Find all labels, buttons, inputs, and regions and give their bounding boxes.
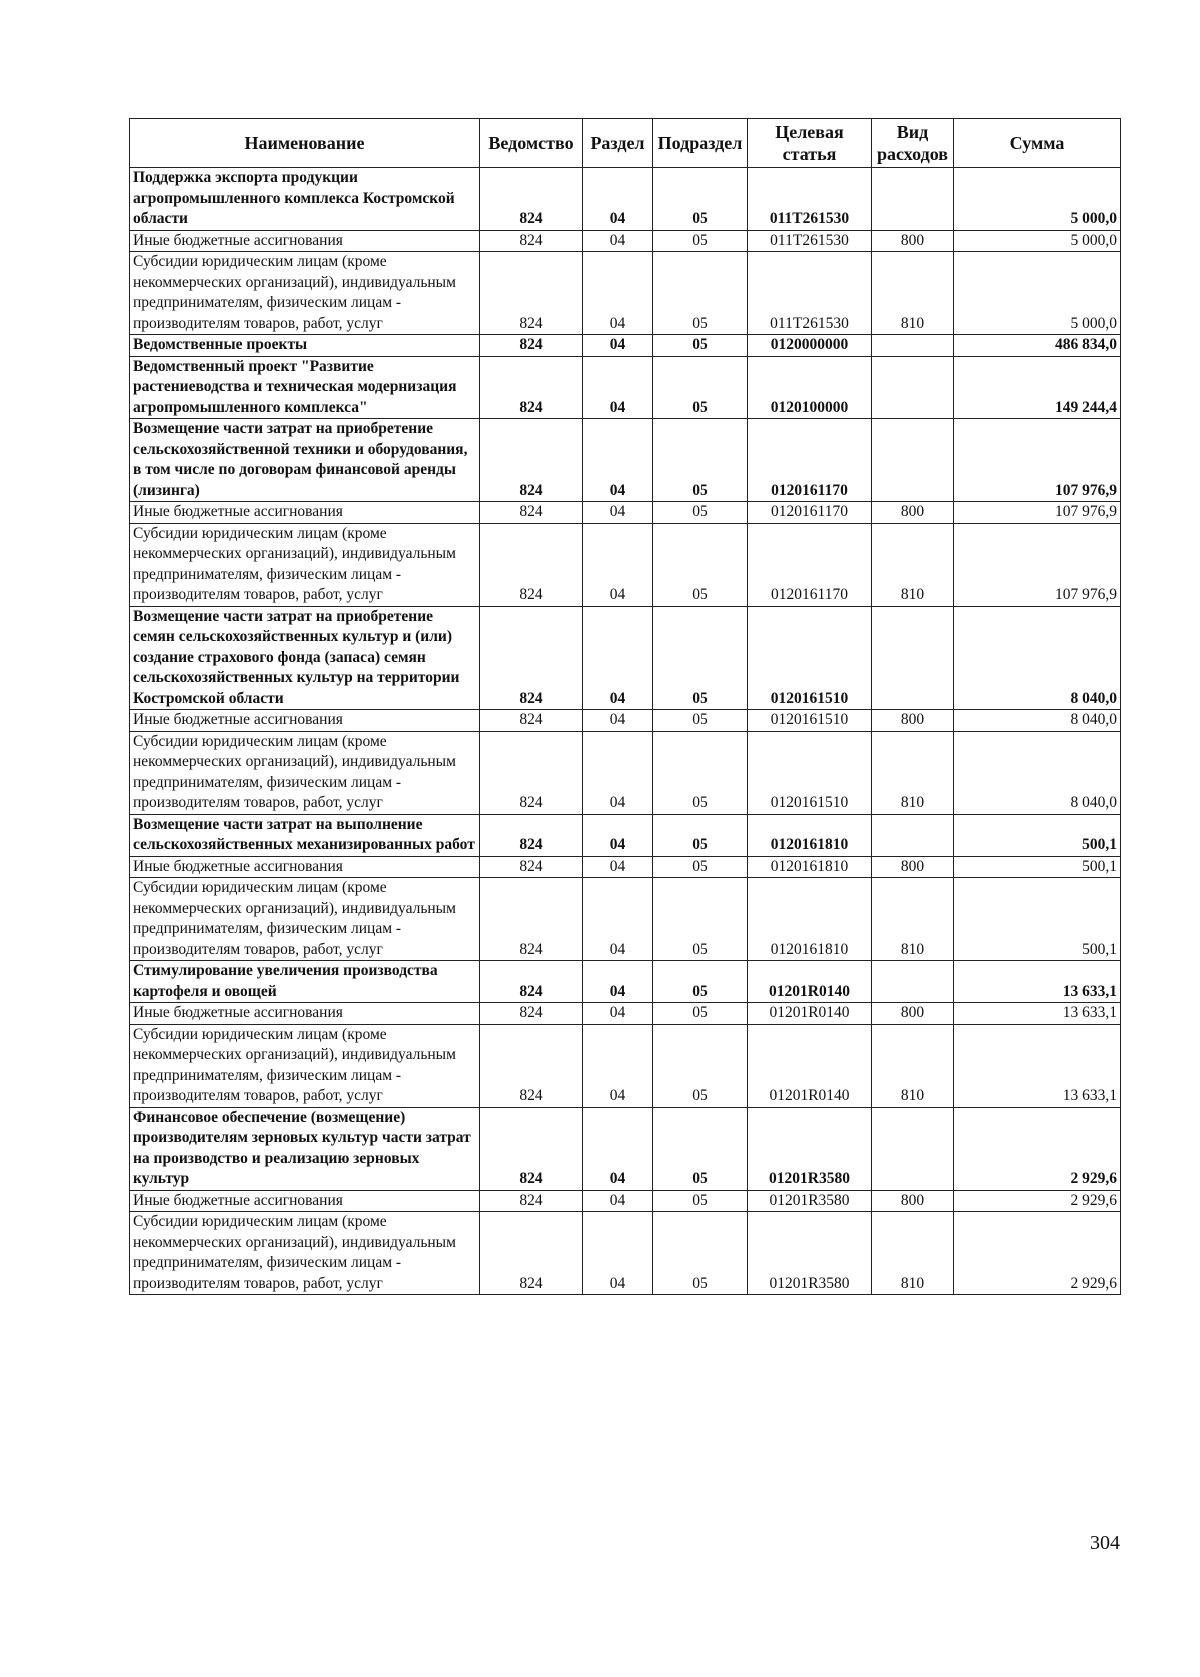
cell-expense-type bbox=[872, 814, 954, 856]
cell-podrazdel: 05 bbox=[653, 878, 748, 961]
cell-name: Возмещение части затрат на приобретение сельскохозяйственной техники и оборудования, в том числе по договорам финансовой аренды (лизинга) bbox=[130, 419, 480, 502]
cell-expense-type: 800 bbox=[872, 230, 954, 252]
table-row bbox=[130, 961, 1121, 1003]
cell-vedomstvo: 824 bbox=[480, 710, 583, 732]
table-row bbox=[130, 1024, 1121, 1107]
cell-name: Финансовое обеспечение (возмещение) производителям зерновых культур части затрат на производство и реализацию зерновых культур bbox=[130, 1107, 480, 1190]
cell-vedomstvo: 824 bbox=[480, 731, 583, 814]
cell-target-article: 0120000000 bbox=[748, 335, 872, 357]
cell-expense-type: 810 bbox=[872, 878, 954, 961]
cell-expense-type bbox=[872, 335, 954, 357]
cell-razdel: 04 bbox=[583, 356, 653, 419]
cell-sum: 13 633,1 bbox=[954, 961, 1121, 1003]
cell-vedomstvo: 824 bbox=[480, 252, 583, 335]
cell-sum: 149 244,4 bbox=[954, 356, 1121, 419]
cell-expense-type: 800 bbox=[872, 502, 954, 524]
cell-expense-type bbox=[872, 606, 954, 710]
cell-name: Иные бюджетные ассигнования bbox=[130, 856, 480, 878]
cell-target-article: 0120161810 bbox=[748, 878, 872, 961]
cell-sum: 500,1 bbox=[954, 814, 1121, 856]
cell-razdel: 04 bbox=[583, 523, 653, 606]
cell-razdel: 04 bbox=[583, 502, 653, 524]
table-row bbox=[130, 878, 1121, 961]
cell-target-article: 0120161510 bbox=[748, 606, 872, 710]
cell-razdel: 04 bbox=[583, 878, 653, 961]
page-number: 304 bbox=[1090, 1532, 1120, 1554]
budget-table bbox=[129, 118, 1121, 1295]
cell-target-article: 01201R3580 bbox=[748, 1107, 872, 1190]
table-row bbox=[130, 814, 1121, 856]
cell-podrazdel: 05 bbox=[653, 961, 748, 1003]
table-row bbox=[130, 523, 1121, 606]
cell-sum: 5 000,0 bbox=[954, 230, 1121, 252]
cell-razdel: 04 bbox=[583, 1212, 653, 1295]
cell-podrazdel: 05 bbox=[653, 523, 748, 606]
cell-vedomstvo: 824 bbox=[480, 502, 583, 524]
cell-vedomstvo: 824 bbox=[480, 523, 583, 606]
cell-sum: 107 976,9 bbox=[954, 523, 1121, 606]
cell-sum: 8 040,0 bbox=[954, 710, 1121, 732]
table-row bbox=[130, 356, 1121, 419]
cell-vedomstvo: 824 bbox=[480, 1024, 583, 1107]
cell-sum: 486 834,0 bbox=[954, 335, 1121, 357]
cell-target-article: 0120161170 bbox=[748, 419, 872, 502]
cell-podrazdel: 05 bbox=[653, 606, 748, 710]
cell-target-article: 0120161170 bbox=[748, 502, 872, 524]
table-row bbox=[130, 856, 1121, 878]
cell-podrazdel: 05 bbox=[653, 335, 748, 357]
cell-name: Субсидии юридическим лицам (кроме некоммерческих организаций), индивидуальным предпринимателям, физическим лицам - производителям товаров, работ, услуг bbox=[130, 523, 480, 606]
cell-target-article: 01201R0140 bbox=[748, 1024, 872, 1107]
cell-name: Субсидии юридическим лицам (кроме некоммерческих организаций), индивидуальным предпринимателям, физическим лицам - производителям товаров, работ, услуг bbox=[130, 1024, 480, 1107]
cell-expense-type: 810 bbox=[872, 523, 954, 606]
cell-name: Субсидии юридическим лицам (кроме некоммерческих организаций), индивидуальным предпринимателям, физическим лицам - производителям товаров, работ, услуг bbox=[130, 731, 480, 814]
table-header-row bbox=[130, 119, 1121, 168]
cell-name: Субсидии юридическим лицам (кроме некоммерческих организаций), индивидуальным предпринимателям, физическим лицам - производителям товаров, работ, услуг bbox=[130, 1212, 480, 1295]
cell-vedomstvo: 824 bbox=[480, 878, 583, 961]
table-row bbox=[130, 710, 1121, 732]
cell-podrazdel: 05 bbox=[653, 710, 748, 732]
cell-vedomstvo: 824 bbox=[480, 1107, 583, 1190]
cell-expense-type: 810 bbox=[872, 1024, 954, 1107]
cell-sum: 107 976,9 bbox=[954, 419, 1121, 502]
cell-sum: 500,1 bbox=[954, 878, 1121, 961]
cell-target-article: 0120100000 bbox=[748, 356, 872, 419]
cell-name: Субсидии юридическим лицам (кроме некоммерческих организаций), индивидуальным предпринимателям, физическим лицам - производителям товаров, работ, услуг bbox=[130, 878, 480, 961]
header-razdel: Раздел bbox=[583, 119, 653, 168]
cell-podrazdel: 05 bbox=[653, 1024, 748, 1107]
cell-expense-type bbox=[872, 356, 954, 419]
cell-target-article: 01201R3580 bbox=[748, 1190, 872, 1212]
cell-sum: 8 040,0 bbox=[954, 731, 1121, 814]
cell-sum: 13 633,1 bbox=[954, 1003, 1121, 1025]
header-expense-type: Вид расходов bbox=[872, 119, 954, 168]
cell-name: Ведомственные проекты bbox=[130, 335, 480, 357]
cell-podrazdel: 05 bbox=[653, 1107, 748, 1190]
cell-sum: 500,1 bbox=[954, 856, 1121, 878]
cell-razdel: 04 bbox=[583, 419, 653, 502]
cell-razdel: 04 bbox=[583, 814, 653, 856]
cell-target-article: 0120161510 bbox=[748, 710, 872, 732]
cell-razdel: 04 bbox=[583, 168, 653, 231]
cell-sum: 2 929,6 bbox=[954, 1212, 1121, 1295]
cell-expense-type: 810 bbox=[872, 731, 954, 814]
cell-expense-type: 800 bbox=[872, 856, 954, 878]
cell-razdel: 04 bbox=[583, 1107, 653, 1190]
cell-podrazdel: 05 bbox=[653, 230, 748, 252]
cell-name: Иные бюджетные ассигнования bbox=[130, 710, 480, 732]
cell-target-article: 011T261530 bbox=[748, 252, 872, 335]
cell-target-article: 01201R0140 bbox=[748, 1003, 872, 1025]
cell-sum: 5 000,0 bbox=[954, 168, 1121, 231]
cell-expense-type bbox=[872, 168, 954, 231]
cell-podrazdel: 05 bbox=[653, 252, 748, 335]
table-row bbox=[130, 502, 1121, 524]
cell-expense-type bbox=[872, 1107, 954, 1190]
cell-podrazdel: 05 bbox=[653, 419, 748, 502]
cell-podrazdel: 05 bbox=[653, 168, 748, 231]
cell-target-article: 0120161810 bbox=[748, 856, 872, 878]
cell-target-article: 0120161810 bbox=[748, 814, 872, 856]
header-sum: Сумма bbox=[954, 119, 1121, 168]
cell-name: Ведомственный проект "Развитие растениеводства и техническая модернизация агропромышленного комплекса" bbox=[130, 356, 480, 419]
cell-name: Возмещение части затрат на приобретение семян сельскохозяйственных культур и (или) создание страхового фонда (запаса) семян сельскохозяйственных культур на территории Костромской области bbox=[130, 606, 480, 710]
cell-razdel: 04 bbox=[583, 252, 653, 335]
cell-name: Иные бюджетные ассигнования bbox=[130, 230, 480, 252]
cell-name: Иные бюджетные ассигнования bbox=[130, 1190, 480, 1212]
cell-sum: 8 040,0 bbox=[954, 606, 1121, 710]
cell-target-article: 011T261530 bbox=[748, 168, 872, 231]
cell-name: Субсидии юридическим лицам (кроме некоммерческих организаций), индивидуальным предпринимателям, физическим лицам - производителям товаров, работ, услуг bbox=[130, 252, 480, 335]
cell-razdel: 04 bbox=[583, 731, 653, 814]
cell-expense-type bbox=[872, 961, 954, 1003]
cell-sum: 2 929,6 bbox=[954, 1190, 1121, 1212]
cell-target-article: 0120161510 bbox=[748, 731, 872, 814]
cell-vedomstvo: 824 bbox=[480, 168, 583, 231]
cell-vedomstvo: 824 bbox=[480, 1212, 583, 1295]
cell-vedomstvo: 824 bbox=[480, 606, 583, 710]
cell-name: Возмещение части затрат на выполнение сельскохозяйственных механизированных работ bbox=[130, 814, 480, 856]
cell-vedomstvo: 824 bbox=[480, 419, 583, 502]
table-row bbox=[130, 1212, 1121, 1295]
cell-expense-type: 800 bbox=[872, 710, 954, 732]
cell-sum: 2 929,6 bbox=[954, 1107, 1121, 1190]
cell-sum: 107 976,9 bbox=[954, 502, 1121, 524]
header-target-article: Целевая статья bbox=[748, 119, 872, 168]
table-row bbox=[130, 731, 1121, 814]
table-row bbox=[130, 252, 1121, 335]
cell-podrazdel: 05 bbox=[653, 502, 748, 524]
cell-razdel: 04 bbox=[583, 335, 653, 357]
cell-vedomstvo: 824 bbox=[480, 1003, 583, 1025]
table-row bbox=[130, 1003, 1121, 1025]
cell-vedomstvo: 824 bbox=[480, 961, 583, 1003]
table-row bbox=[130, 168, 1121, 231]
cell-target-article: 01201R3580 bbox=[748, 1212, 872, 1295]
cell-razdel: 04 bbox=[583, 1003, 653, 1025]
cell-name: Иные бюджетные ассигнования bbox=[130, 1003, 480, 1025]
header-podrazdel: Подраздел bbox=[653, 119, 748, 168]
cell-vedomstvo: 824 bbox=[480, 1190, 583, 1212]
cell-razdel: 04 bbox=[583, 961, 653, 1003]
cell-vedomstvo: 824 bbox=[480, 356, 583, 419]
cell-expense-type bbox=[872, 419, 954, 502]
table-row bbox=[130, 230, 1121, 252]
cell-name: Иные бюджетные ассигнования bbox=[130, 502, 480, 524]
cell-vedomstvo: 824 bbox=[480, 856, 583, 878]
table-row bbox=[130, 606, 1121, 710]
cell-expense-type: 810 bbox=[872, 252, 954, 335]
cell-razdel: 04 bbox=[583, 1190, 653, 1212]
table-row bbox=[130, 1190, 1121, 1212]
cell-target-article: 0120161170 bbox=[748, 523, 872, 606]
cell-sum: 5 000,0 bbox=[954, 252, 1121, 335]
cell-vedomstvo: 824 bbox=[480, 230, 583, 252]
cell-razdel: 04 bbox=[583, 856, 653, 878]
cell-sum: 13 633,1 bbox=[954, 1024, 1121, 1107]
cell-podrazdel: 05 bbox=[653, 1212, 748, 1295]
cell-vedomstvo: 824 bbox=[480, 335, 583, 357]
table-row bbox=[130, 419, 1121, 502]
cell-razdel: 04 bbox=[583, 710, 653, 732]
cell-target-article: 011T261530 bbox=[748, 230, 872, 252]
cell-podrazdel: 05 bbox=[653, 1190, 748, 1212]
cell-expense-type: 810 bbox=[872, 1212, 954, 1295]
table-row bbox=[130, 335, 1121, 357]
cell-expense-type: 800 bbox=[872, 1190, 954, 1212]
cell-target-article: 01201R0140 bbox=[748, 961, 872, 1003]
cell-podrazdel: 05 bbox=[653, 356, 748, 419]
cell-vedomstvo: 824 bbox=[480, 814, 583, 856]
header-vedomstvo: Ведомство bbox=[480, 119, 583, 168]
cell-name: Поддержка экспорта продукции агропромышленного комплекса Костромской области bbox=[130, 168, 480, 231]
cell-razdel: 04 bbox=[583, 230, 653, 252]
table-body bbox=[130, 168, 1121, 1295]
cell-podrazdel: 05 bbox=[653, 814, 748, 856]
cell-podrazdel: 05 bbox=[653, 1003, 748, 1025]
cell-razdel: 04 bbox=[583, 1024, 653, 1107]
cell-podrazdel: 05 bbox=[653, 856, 748, 878]
cell-expense-type: 800 bbox=[872, 1003, 954, 1025]
cell-podrazdel: 05 bbox=[653, 731, 748, 814]
table-row bbox=[130, 1107, 1121, 1190]
header-name: Наименование bbox=[130, 119, 480, 168]
cell-razdel: 04 bbox=[583, 606, 653, 710]
cell-name: Стимулирование увеличения производства картофеля и овощей bbox=[130, 961, 480, 1003]
